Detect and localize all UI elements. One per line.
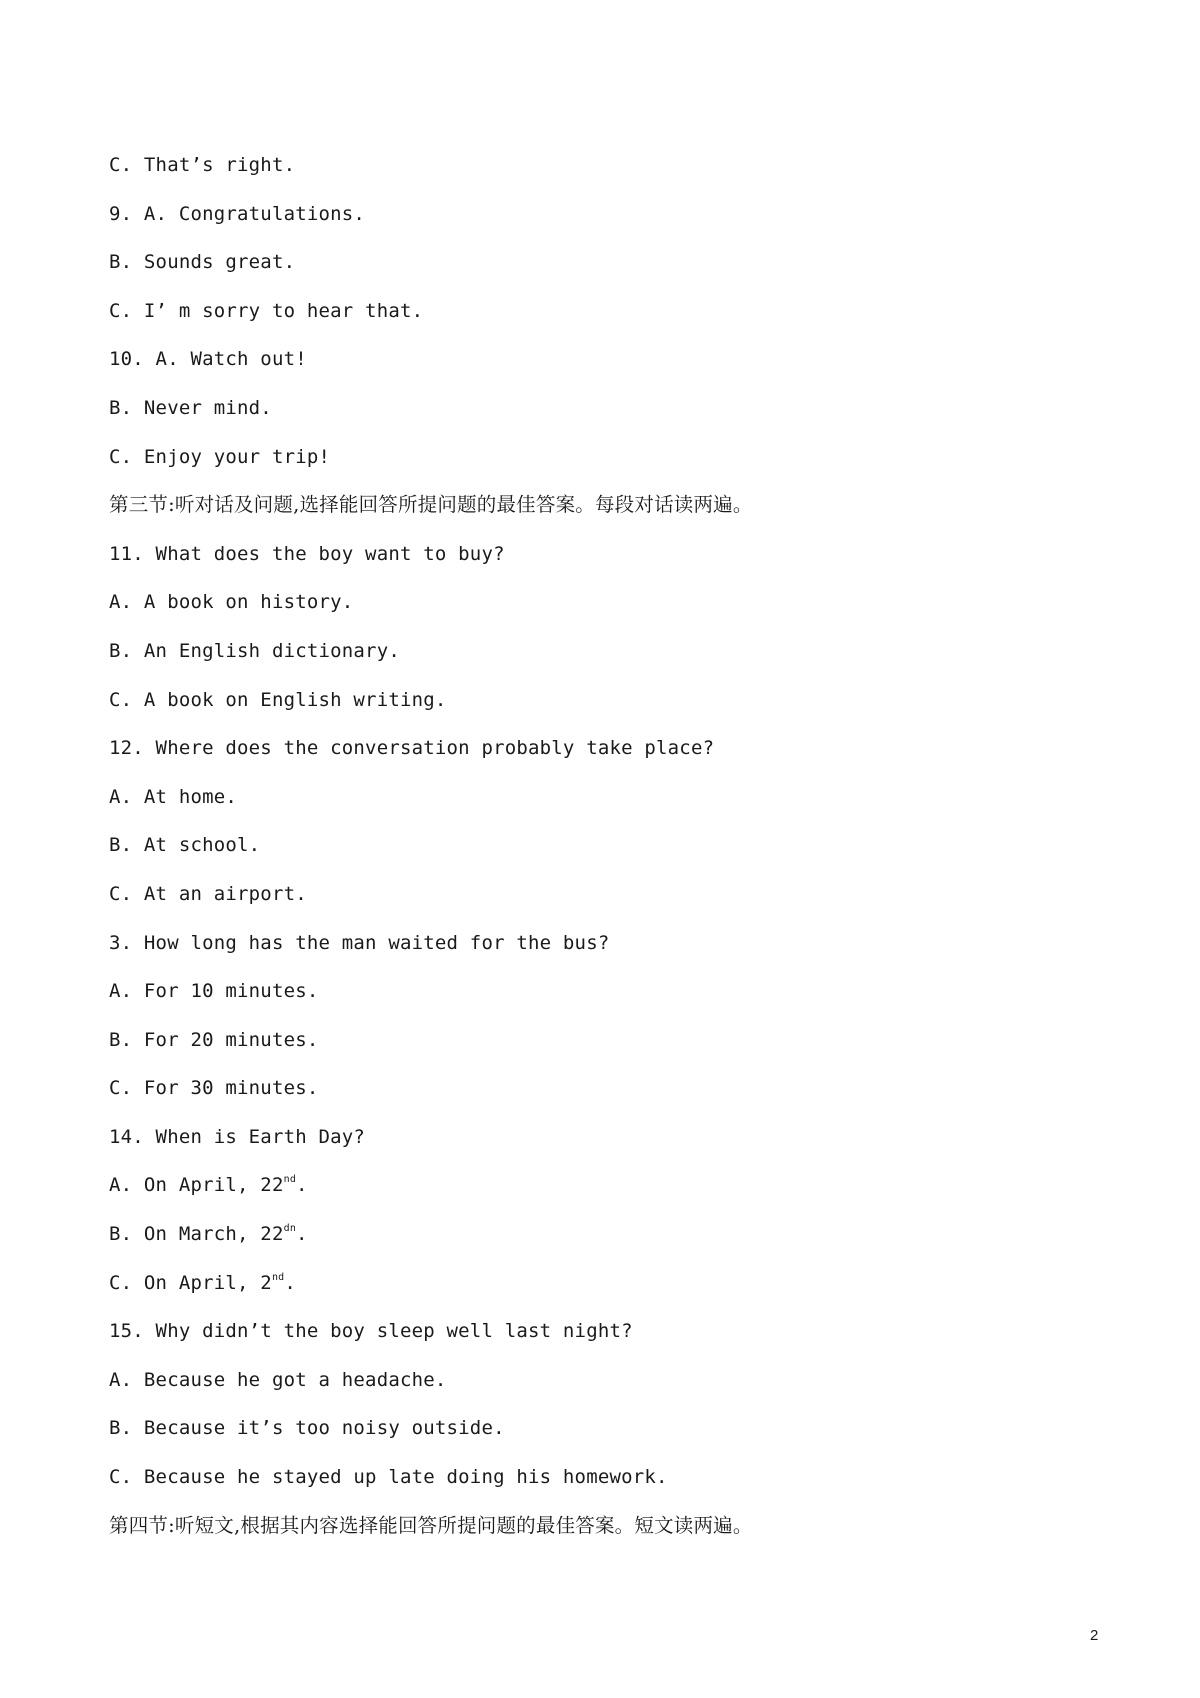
line-text: 10. A. Watch out! — [109, 348, 307, 371]
line-punctuation: . — [296, 1223, 308, 1246]
line-text: C. At an airport. — [109, 882, 307, 905]
line-text: C. For 30 minutes. — [109, 1077, 319, 1100]
line-text: B. At school. — [109, 834, 261, 857]
line-text: C. That’s right. — [109, 154, 296, 176]
line-text: A. At home. — [109, 785, 238, 808]
line-text: C. Enjoy your trip! — [109, 445, 331, 468]
ordinal-suffix: nd — [283, 1174, 297, 1186]
option-line — [109, 976, 1109, 1025]
line-text: A. For 10 minutes. — [109, 980, 319, 1003]
option-line — [109, 636, 1109, 685]
option-line — [109, 1365, 1109, 1414]
line-text: 3. How long has the man waited for the bus? — [109, 931, 610, 954]
question-line — [109, 928, 1109, 977]
option-line — [109, 879, 1109, 928]
option-line — [109, 587, 1109, 636]
option-line — [109, 1025, 1109, 1074]
option-line — [109, 442, 1109, 491]
option-line — [109, 296, 1109, 345]
question-line — [109, 1122, 1109, 1171]
option-line — [109, 685, 1109, 734]
line-text: C. I’ m sorry to hear that. — [109, 299, 424, 322]
option-line — [109, 1170, 1109, 1219]
question-line — [109, 199, 1109, 248]
line-punctuation: . — [284, 1271, 297, 1294]
ordinal-suffix: nd — [271, 1271, 285, 1283]
line-text: A. Because he got a headache. — [109, 1368, 447, 1391]
question-line — [109, 733, 1109, 782]
line-text: 14. When is Earth Day? — [109, 1125, 366, 1148]
line-text: 9. A. Congratulations. — [109, 202, 366, 225]
option-line — [109, 1073, 1109, 1122]
option-line — [109, 830, 1109, 879]
option-line — [109, 393, 1109, 442]
line-punctuation: . — [296, 1174, 308, 1197]
option-line — [109, 1462, 1109, 1511]
line-text: A. A book on history. — [109, 591, 354, 614]
line-text: B. For 20 minutes. — [109, 1028, 319, 1051]
option-line — [109, 1413, 1109, 1462]
ordinal-suffix: dn — [283, 1223, 297, 1235]
option-line — [109, 1268, 1109, 1317]
page-number: 2 — [1090, 1627, 1099, 1644]
section-heading — [109, 1511, 1109, 1560]
option-line — [109, 247, 1109, 296]
line-text: C. Because he stayed up late doing his homework. — [109, 1466, 668, 1489]
question-list — [109, 150, 1109, 1559]
line-text: C. On April, 2 — [109, 1271, 272, 1294]
section-heading — [109, 490, 1109, 539]
line-text: B. On March, 22 — [109, 1223, 284, 1246]
line-text: B. Never mind. — [109, 396, 272, 419]
line-text: B. Because it’s too noisy outside. — [109, 1417, 505, 1440]
line-text: C. A book on English writing. — [109, 688, 447, 711]
line-text: 第三节:听对话及问题,选择能回答所提问题的最佳答案。每段对话读两遍。 — [109, 493, 753, 517]
option-line — [109, 150, 1109, 199]
question-line — [109, 1316, 1109, 1365]
line-text: B. An English dictionary. — [109, 639, 400, 662]
option-line — [109, 1219, 1109, 1268]
line-text: A. On April, 22 — [109, 1174, 284, 1197]
question-line — [109, 539, 1109, 588]
line-text: 12. Where does the conversation probably take place? — [109, 737, 715, 760]
line-text: 15. Why didn’t the boy sleep well last night? — [109, 1320, 633, 1343]
question-line — [109, 344, 1109, 393]
line-text: 11. What does the boy want to buy? — [109, 542, 505, 565]
line-text: B. Sounds great. — [109, 251, 296, 274]
option-line — [109, 782, 1109, 831]
line-text: 第四节:听短文,根据其内容选择能回答所提问题的最佳答案。短文读两遍。 — [109, 1513, 753, 1537]
